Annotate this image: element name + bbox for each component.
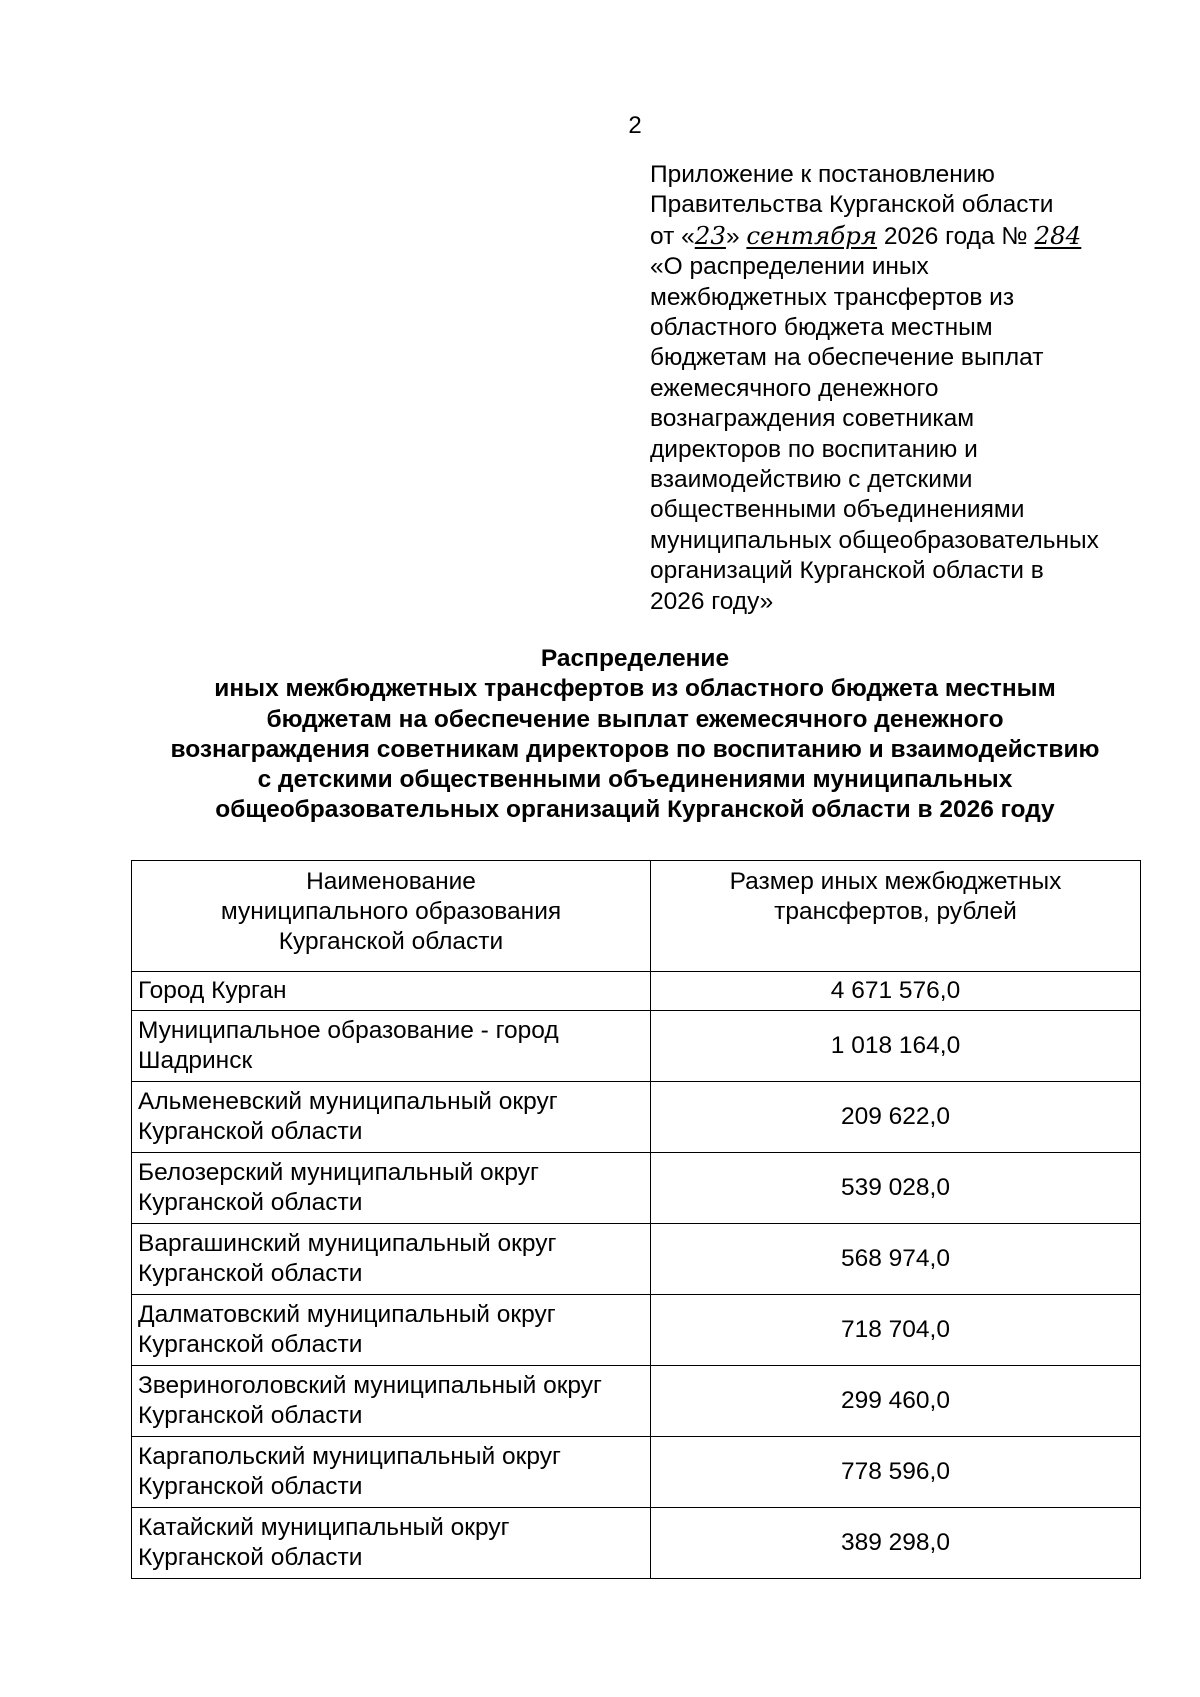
municipality-name-cell xyxy=(132,1366,651,1437)
table-row xyxy=(132,1153,1141,1224)
appendix-line: общественными объединениями xyxy=(650,496,1025,524)
municipality-name-line: Курганской области xyxy=(138,1473,363,1500)
handwritten-month: сентября xyxy=(746,220,878,250)
municipality-name-line: Курганской области xyxy=(138,1331,363,1358)
appendix-line: Правительства Курганской области xyxy=(650,191,1054,219)
municipality-name-line: Звериноголовский муниципальный округ xyxy=(138,1372,602,1399)
table-row xyxy=(132,1082,1141,1153)
municipality-name-line: Шадринск xyxy=(138,1047,253,1074)
municipality-name-line: Курганской области xyxy=(138,1402,363,1429)
appendix-line: организаций Курганской области в xyxy=(650,557,1044,585)
municipality-name-line: Каргапольский муниципальный округ xyxy=(138,1443,561,1470)
document-title xyxy=(100,644,1170,826)
municipality-name-line: Катайский муниципальный округ xyxy=(138,1514,510,1541)
municipality-name-line: Варгашинский муниципальный округ xyxy=(138,1230,557,1257)
header-name-line: Курганской области xyxy=(278,928,504,955)
amount-cell: 1 018 164,0 xyxy=(651,1011,1141,1082)
table-row xyxy=(132,1437,1141,1508)
header-amount-line: трансфертов, рублей xyxy=(774,898,1017,925)
appendix-date-line xyxy=(650,221,1150,252)
handwritten-day: 23 xyxy=(694,220,726,250)
header-name-line: Наименование xyxy=(306,868,476,895)
appendix-line: 2026 году» xyxy=(650,587,774,615)
municipality-name-line: Белозерский муниципальный округ xyxy=(138,1159,539,1186)
header-municipality xyxy=(132,861,651,972)
appendix-line: директоров по воспитанию и xyxy=(650,435,978,463)
header-name-line: муниципального образования xyxy=(220,898,562,925)
amount-cell: 778 596,0 xyxy=(651,1437,1141,1508)
table-row xyxy=(132,1366,1141,1437)
amount-cell: 299 460,0 xyxy=(651,1366,1141,1437)
table-row xyxy=(132,972,1141,1011)
allocation-table xyxy=(131,860,1141,1579)
municipality-name-line: Курганской области xyxy=(138,1544,363,1571)
date-prefix: от « xyxy=(650,222,695,250)
title-line: общеобразовательных организаций Курганской области в 2026 году xyxy=(215,796,1055,824)
municipality-name-cell xyxy=(132,972,651,1011)
date-mid: » xyxy=(725,222,740,250)
appendix-line: «О распределении иных xyxy=(650,253,929,281)
municipality-name-line: Альменевский муниципальный округ xyxy=(138,1088,558,1115)
municipality-name-cell xyxy=(132,1011,651,1082)
municipality-name-line: Муниципальное образование - город xyxy=(138,1017,559,1044)
table-row xyxy=(132,1224,1141,1295)
table-row xyxy=(132,1011,1141,1082)
date-year: 2026 года № xyxy=(883,222,1028,250)
title-line: иных межбюджетных трансфертов из областного бюджета местным xyxy=(214,675,1056,703)
amount-cell: 718 704,0 xyxy=(651,1295,1141,1366)
title-line: с детскими общественными объединениями муниципальных xyxy=(257,766,1013,794)
appendix-block xyxy=(650,160,1150,617)
municipality-name-line: Далматовский муниципальный округ xyxy=(138,1301,556,1328)
appendix-line: вознаграждения советникам xyxy=(650,405,975,433)
municipality-name-cell xyxy=(132,1082,651,1153)
municipality-name-line: Курганской области xyxy=(138,1260,363,1287)
title-heading: Распределение xyxy=(540,645,730,672)
municipality-name-line: Город Курган xyxy=(138,977,287,1004)
appendix-line: Приложение к постановлению xyxy=(650,161,995,188)
table-body xyxy=(132,972,1141,1579)
appendix-line: муниципальных общеобразовательных xyxy=(650,526,1099,554)
table-row xyxy=(132,1295,1141,1366)
amount-cell: 568 974,0 xyxy=(651,1224,1141,1295)
handwritten-number: 284 xyxy=(1034,220,1082,250)
municipality-name-cell xyxy=(132,1295,651,1366)
amount-cell: 539 028,0 xyxy=(651,1153,1141,1224)
appendix-line: ежемесячного денежного xyxy=(650,374,939,402)
table-row xyxy=(132,1508,1141,1579)
table-header-row xyxy=(132,861,1141,972)
amount-cell: 389 298,0 xyxy=(651,1508,1141,1579)
header-amount-line: Размер иных межбюджетных xyxy=(729,868,1062,895)
appendix-line: межбюджетных трансфертов из xyxy=(650,283,1015,311)
title-line: вознаграждения советникам директоров по воспитанию и взаимодействию xyxy=(170,735,1100,763)
header-amount xyxy=(651,861,1141,972)
municipality-name-cell xyxy=(132,1224,651,1295)
amount-cell: 4 671 576,0 xyxy=(651,972,1141,1011)
municipality-name-cell xyxy=(132,1437,651,1508)
municipality-name-cell xyxy=(132,1508,651,1579)
municipality-name-line: Курганской области xyxy=(138,1118,363,1145)
municipality-name-cell xyxy=(132,1153,651,1224)
appendix-line: взаимодействию с детскими xyxy=(650,466,973,494)
appendix-line: бюджетам на обеспечение выплат xyxy=(650,344,1044,372)
appendix-body xyxy=(650,252,1150,617)
municipality-name-line: Курганской области xyxy=(138,1189,363,1216)
title-line: бюджетам на обеспечение выплат ежемесячного денежного xyxy=(266,705,1004,733)
amount-cell: 209 622,0 xyxy=(651,1082,1141,1153)
page-number: 2 xyxy=(628,112,642,139)
appendix-line: областного бюджета местным xyxy=(650,314,993,342)
